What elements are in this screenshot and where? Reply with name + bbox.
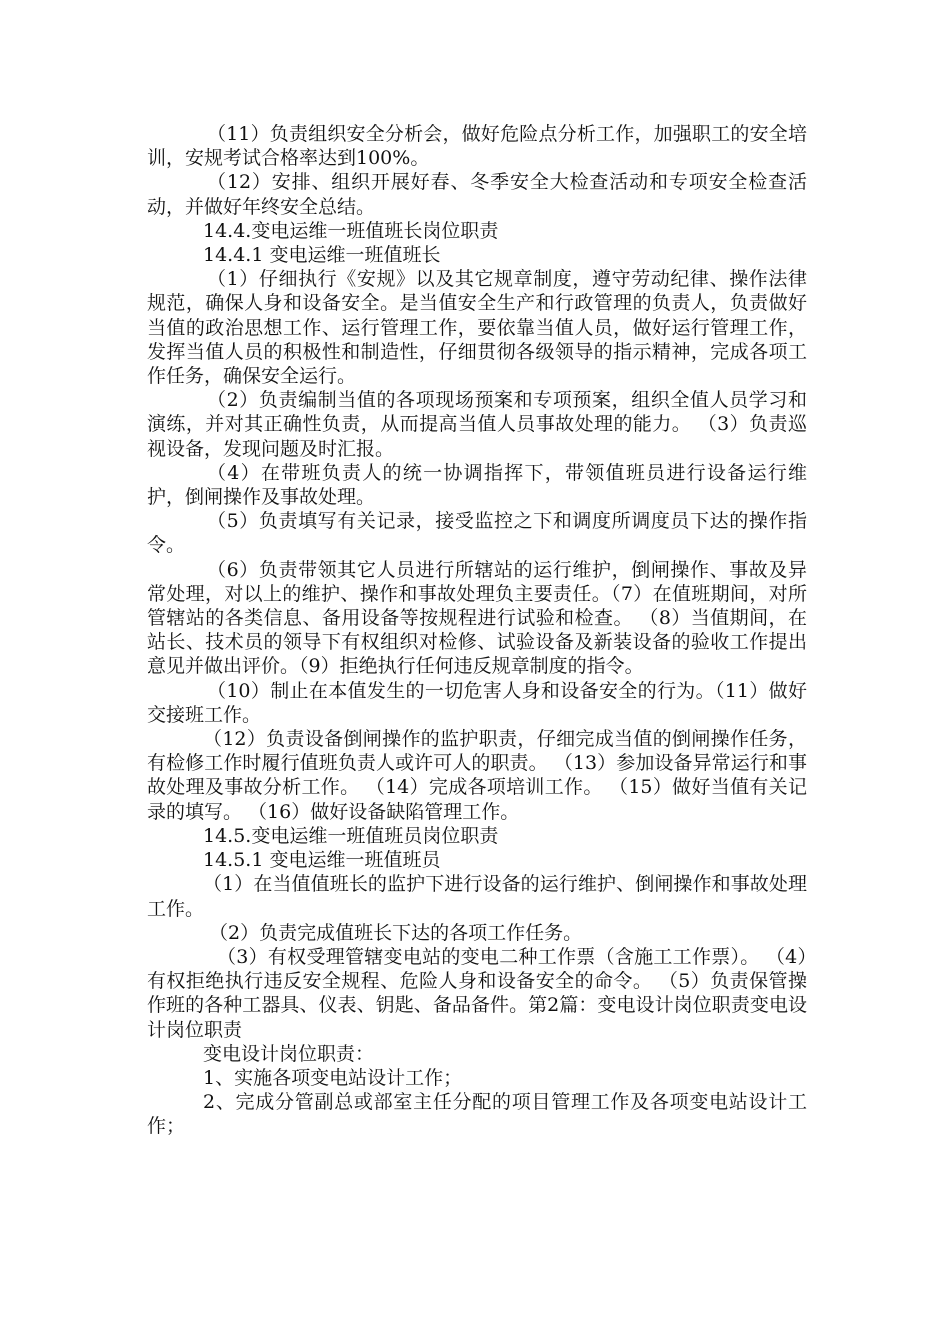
list-item: 2、完成分管副总或部室主任分配的项目管理工作及各项变电站设计工作； (147, 1091, 807, 1138)
paragraph: （1）仔细执行《安规》以及其它规章制度，遵守劳动纪律、操作法律规范，确保人身和设备安全。是当值安全生产和行政管理的负责人，负责做好当值的政治思想工作、运行管理工作，要依靠当值人员，做好运行管理工作，发挥当值人员的积极性和制造性，仔细贯彻各级领导的指示精神，完成各项工作任务，确保安全运行。 (147, 268, 807, 388)
paragraph: （1）在当值值班长的监护下进行设备的运行维护、倒闸操作和事故处理工作。 (147, 873, 807, 920)
paragraph: （10）制止在本值发生的一切危害人身和设备安全的行为。（11）做好交接班工作。 (147, 679, 807, 726)
paragraph: （12）负责设备倒闸操作的监护职责，仔细完成当值的倒闸操作任务，有检修工作时履行值班负责人或许可人的职责。 （13）参加设备异常运行和事故处理及事故分析工作。 （14）完成各项培训工作。 （15）做好当值有关记录的填写。 （16）做好设备缺陷管理工作。 (147, 728, 807, 823)
list-item: 1、实施各项变电站设计工作； (203, 1066, 463, 1089)
paragraph: （11）负责组织安全分析会，做好危险点分析工作，加强职工的安全培训，安规考试合格率达到100%。 (147, 123, 807, 170)
paragraph: （2）负责编制当值的各项现场预案和专项预案，组织全值人员学习和演练，并对其正确性负责，从而提高当值人员事故处理的能力。 （3）负责巡视设备，发现问题及时汇报。 (147, 389, 807, 460)
subsection-heading: 14.4.1 变电运维一班值班长 (203, 244, 441, 267)
paragraph: （4）在带班负责人的统一协调指挥下，带领值班员进行设备运行维护，倒闸操作及事故处理。 (147, 461, 807, 509)
paragraph: （5）负责填写有关记录，接受监控之下和调度所调度员下达的操作指令。 (147, 510, 807, 557)
document-body (147, 122, 807, 1139)
section-heading: 14.4.变电运维一班值班长岗位职责 (203, 219, 499, 242)
paragraph: （3）有权受理管辖变电站的变电二种工作票（含施工工作票）。 （4）有权拒绝执行违反安全规程、危险人身和设备安全的命令。 （5）负责保管操作班的各种工器具、仪表、钥匙、备品备件。第2篇：变电设计岗位职责变电设计岗位职责 (147, 945, 807, 1041)
section-heading: 14.5.变电运维一班值班员岗位职责 (203, 824, 499, 847)
paragraph: （2）负责完成值班长下达的各项工作任务。 (209, 921, 583, 944)
paragraph: 变电设计岗位职责： (203, 1042, 375, 1065)
paragraph: （12）安排、组织开展好春、冬季安全大检查活动和专项安全检查活动，并做好年终安全总结。 (147, 171, 807, 218)
subsection-heading: 14.5.1 变电运维一班值班员 (203, 849, 441, 872)
paragraph: （6）负责带领其它人员进行所辖站的运行维护，倒闸操作、事故及异常处理，对以上的维护、操作和事故处理负主要责任。（7）在值班期间，对所管辖站的各类信息、备用设备等按规程进行试验和检查。 （8）当值期间，在站长、技术员的领导下有权组织对检修、试验设备及新装设备的验收工作提出意见并做出评价。（9）拒绝执行任何违反规章制度的指令。 (147, 558, 807, 678)
